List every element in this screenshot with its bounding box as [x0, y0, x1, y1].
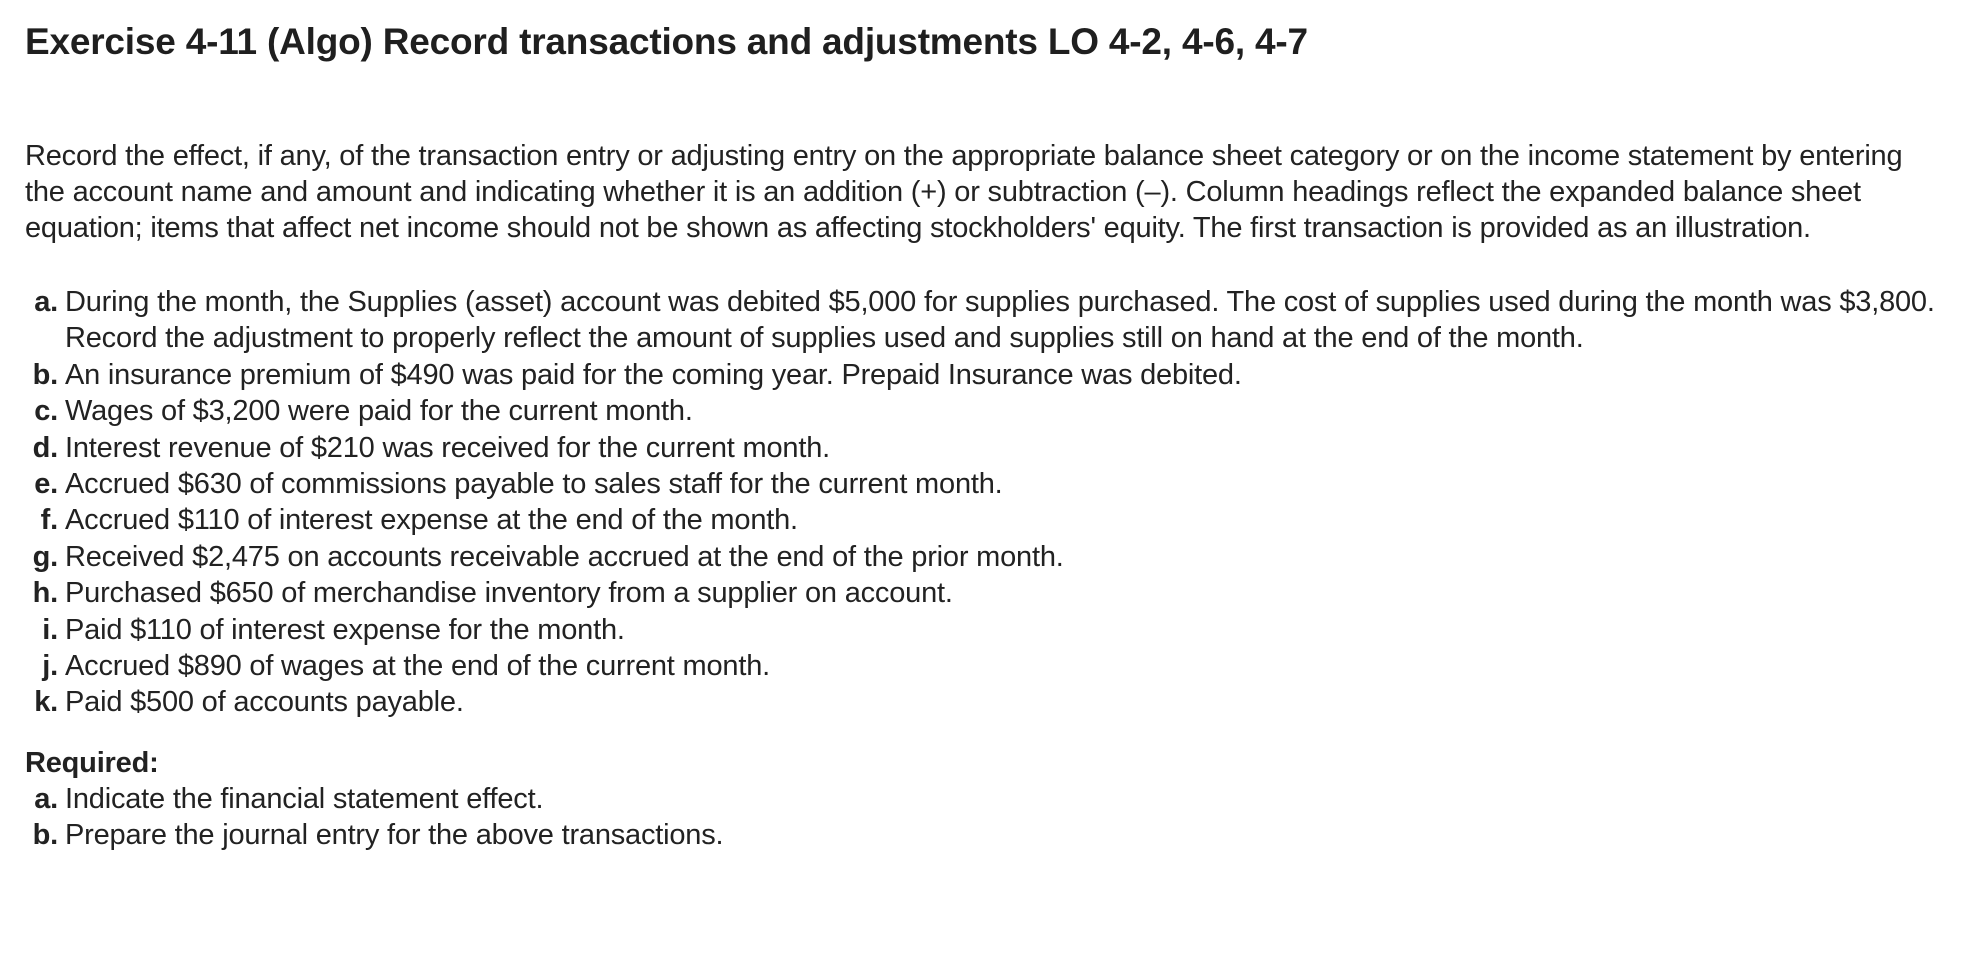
transaction-letter: d.	[32, 431, 58, 464]
transaction-item-h	[25, 575, 1944, 611]
exercise-title: Exercise 4-11 (Algo) Record transactions and adjustments LO 4-2, 4-6, 4-7	[25, 21, 1308, 62]
transaction-letter: f.	[40, 504, 58, 537]
transaction-letter: a.	[34, 286, 58, 318]
transaction-letter: h.	[32, 577, 58, 610]
transaction-letter: k.	[34, 686, 58, 719]
transaction-letter: b.	[32, 358, 58, 391]
transaction-item-j	[25, 648, 1944, 684]
transaction-letter: g.	[32, 540, 58, 573]
transaction-text: During the month, the Supplies (asset) account was debited $5,000 for supplies purchased. The cost of supplies used during the month was $3,800. Record the adjustment to properly reflect the amount of supplies used and supplies still on hand at the end of the month.	[65, 286, 1935, 355]
transaction-text: Accrued $110 of interest expense at the end of the month.	[65, 504, 798, 537]
required-letter: b.	[32, 819, 58, 852]
exercise-instructions: Record the effect, if any, of the transaction entry or adjusting entry on the appropriate balance sheet category or on the income statement by entering the account name and amount and indicating whether it is an addition (+) or subtraction (–). Column headings reflect the expanded balance sheet equation; items that affect net income should not be shown as affecting stockholders' equity. The first transaction is provided as an illustration.	[25, 140, 1903, 244]
required-text: Prepare the journal entry for the above transactions.	[65, 819, 724, 852]
transaction-item-c	[25, 393, 1944, 429]
transaction-item-e	[25, 466, 1944, 502]
transaction-item-b	[25, 357, 1944, 393]
transaction-item-d	[25, 430, 1944, 466]
required-item-a	[25, 781, 1944, 817]
transaction-text: Interest revenue of $210 was received for the current month.	[65, 431, 830, 464]
transaction-text: Accrued $890 of wages at the end of the current month.	[65, 650, 770, 683]
transaction-text: Paid $110 of interest expense for the month.	[65, 613, 625, 646]
transaction-list	[25, 284, 1944, 721]
required-heading: Required:	[25, 746, 159, 779]
required-text: Indicate the financial statement effect.	[65, 782, 544, 815]
transaction-letter: i.	[42, 613, 58, 646]
transaction-item-a	[25, 284, 1944, 357]
transaction-text: Wages of $3,200 were paid for the current month.	[65, 395, 693, 428]
transaction-letter: j.	[42, 650, 58, 683]
required-item-b	[25, 817, 1944, 853]
transaction-item-k	[25, 684, 1944, 720]
transaction-item-i	[25, 612, 1944, 648]
transaction-text: Purchased $650 of merchandise inventory from a supplier on account.	[65, 577, 953, 610]
transaction-text: Accrued $630 of commissions payable to sales staff for the current month.	[65, 468, 1003, 501]
transaction-item-f	[25, 502, 1944, 538]
transaction-item-g	[25, 539, 1944, 575]
transaction-text: Received $2,475 on accounts receivable accrued at the end of the prior month.	[65, 540, 1064, 573]
required-list	[25, 781, 1944, 854]
transaction-letter: e.	[34, 468, 58, 501]
transaction-text: Paid $500 of accounts payable.	[65, 686, 464, 719]
transaction-letter: c.	[34, 395, 58, 428]
transaction-text: An insurance premium of $490 was paid for the coming year. Prepaid Insurance was debited.	[65, 358, 1242, 391]
required-letter: a.	[34, 782, 58, 815]
